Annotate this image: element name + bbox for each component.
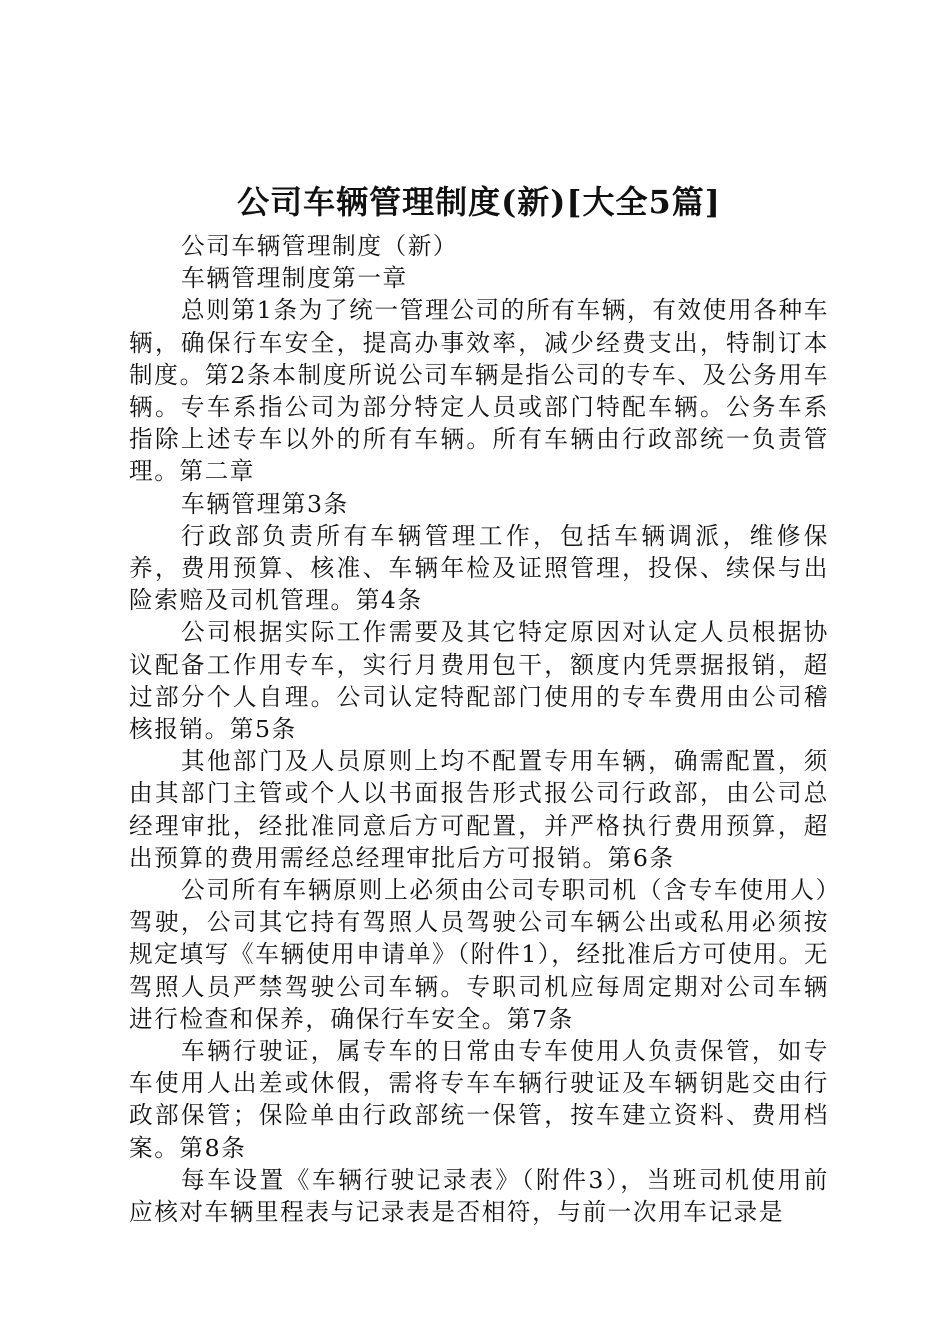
paragraph: 车辆行驶证，属专车的日常由专车使用人负责保管，如专车使用人出差或休假，需将专车车辆行驶证及车辆钥匙交由行政部保管；保险单由行政部统一保管，按车建立资料、费用档案。第8条 [129,1037,829,1162]
document-page [129,180,829,1228]
paragraph: 公司所有车辆原则上必须由公司专职司机（含专车使用人）驾驶，公司其它持有驾照人员驾驶公司车辆公出或私用必须按规定填写《车辆使用申请单》（附件1），经批准后方可使用。无驾照人员严禁驾驶公司车辆。专职司机应每周定期对公司车辆进行检查和保养，确保行车安全。第7条 [129,876,829,1033]
paragraph: 行政部负责所有车辆管理工作，包括车辆调派，维修保养，费用预算、核准、车辆年检及证照管理，投保、续保与出险索赔及司机管理。第4条 [129,521,829,615]
paragraph: 公司车辆管理制度（新） [181,232,459,260]
paragraph: 车辆管理制度第一章 [181,264,408,293]
document-body [129,230,829,1228]
paragraph: 其他部门及人员原则上均不配置专用车辆，确需配置，须由其部门主管或个人以书面报告形式报公司行政部，由公司总经理审批，经批准同意后方可配置，并严格执行费用预算，超出预算的费用需经总经理审批后方可报销。第6条 [129,747,829,872]
paragraph: 公司根据实际工作需要及其它特定原因对认定人员根据协议配备工作用专车，实行月费用包干，额度内凭票据报销，超过部分个人自理。公司认定特配部门使用的专车费用由公司稽核报销。第5条 [129,618,829,744]
paragraph: 车辆管理第3条 [181,489,349,518]
paragraph: 总则第1条为了统一管理公司的所有车辆，有效使用各种车辆，确保行车安全，提高办事效率，减少经费支出，特制订本制度。第2条本制度所说公司车辆是指公司的专车、及公务用车辆。专车系指公司为部分特定人员或部门特配车辆。公务车系指除上述专车以外的所有车辆。所有车辆由行政部统一负责管理。第二章 [129,296,829,486]
paragraph: 每车设置《车辆行驶记录表》（附件3），当班司机使用前应核对车辆里程表与记录表是否相符，与前一次用车记录是 [129,1165,829,1227]
document-title: 公司车辆管理制度(新)[大全5篇] [237,183,721,221]
